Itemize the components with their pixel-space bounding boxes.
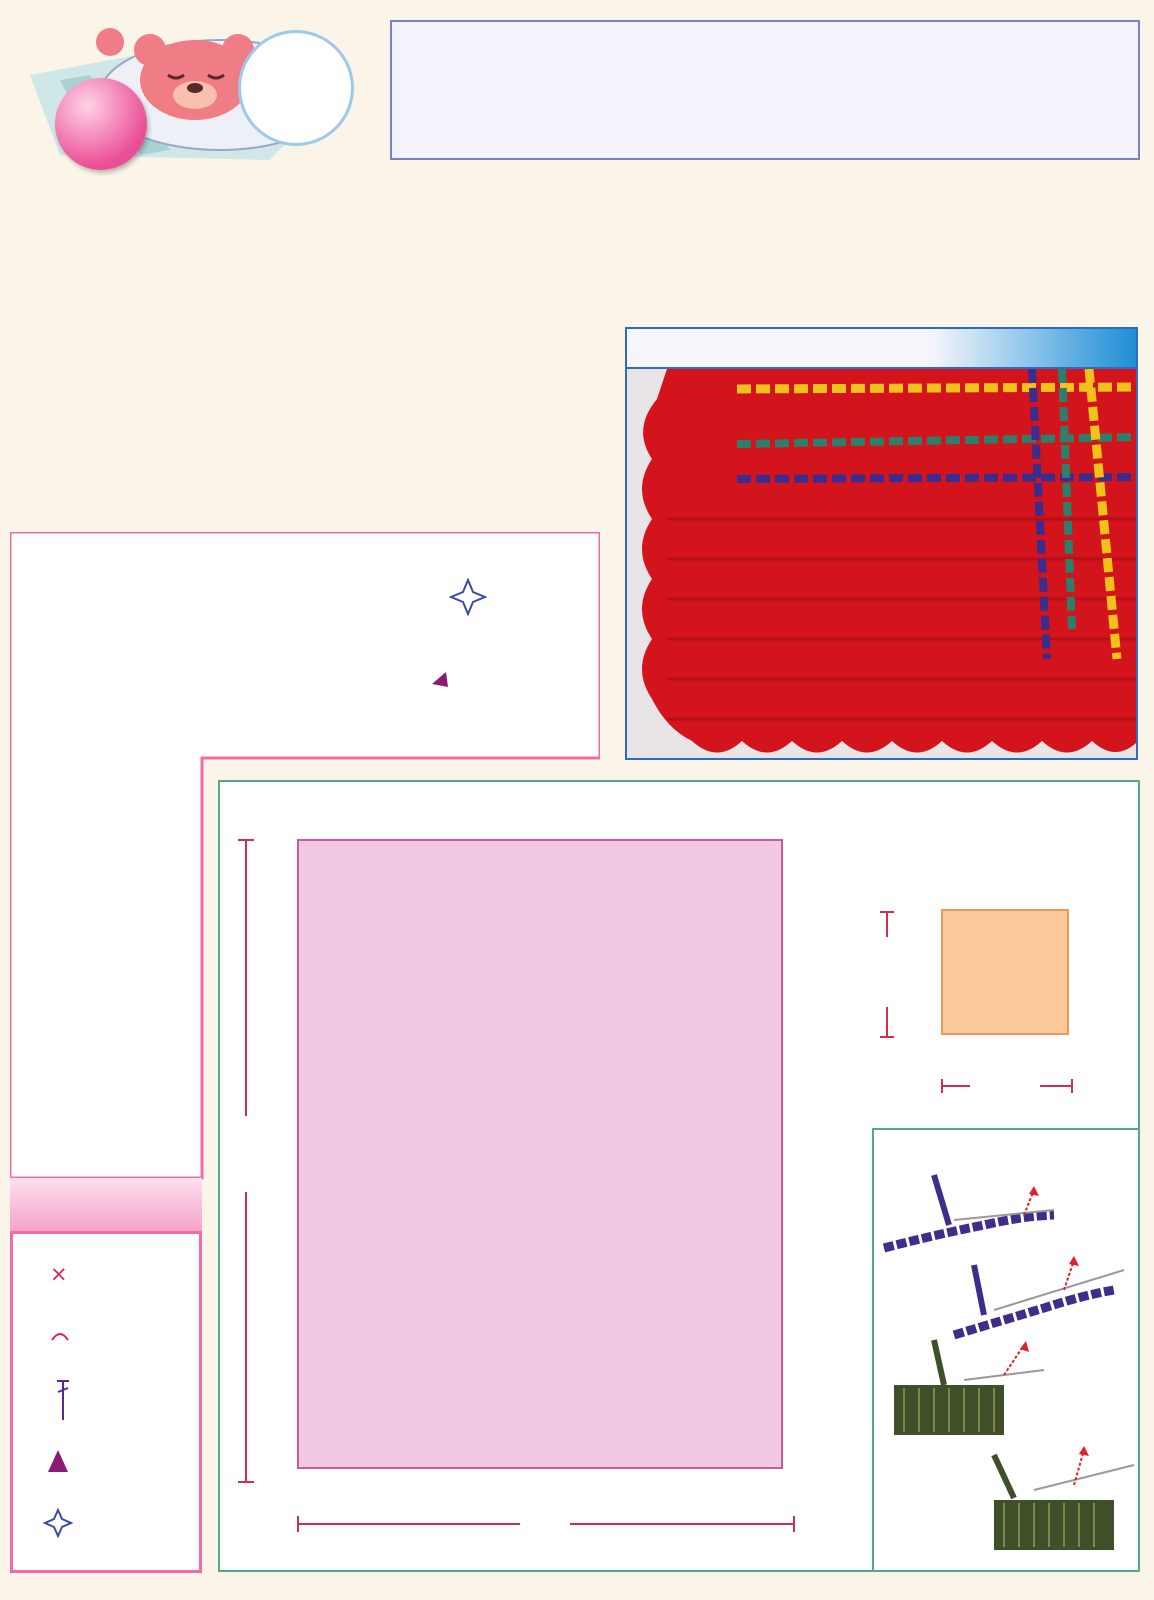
category-badge bbox=[238, 30, 354, 146]
punto-pasado-illustrations bbox=[874, 1130, 1138, 1570]
stitch-detail-photo-box bbox=[625, 327, 1138, 760]
punto-pasado-box bbox=[872, 1128, 1140, 1572]
step-2b-illustration bbox=[994, 1446, 1134, 1550]
materials-column bbox=[10, 178, 375, 230]
references-list bbox=[10, 1178, 202, 1573]
step-2a-illustration bbox=[954, 1256, 1124, 1335]
page-number-badge bbox=[55, 78, 147, 170]
ref-icon-x: × bbox=[50, 1262, 68, 1286]
pillow-shape bbox=[942, 910, 1068, 1034]
ref-icon-start bbox=[46, 1448, 70, 1474]
photo-title-bar bbox=[627, 329, 1136, 369]
ref-icon-arc bbox=[50, 1328, 70, 1342]
ref-icon-final bbox=[43, 1508, 73, 1538]
crochet-swatch-image bbox=[627, 369, 1138, 760]
step-1a-illustration bbox=[884, 1175, 1054, 1248]
blanket-shape bbox=[298, 840, 782, 1468]
ref-icon-vareta bbox=[55, 1378, 71, 1422]
step-1b-illustration bbox=[894, 1340, 1044, 1435]
title-box bbox=[390, 20, 1140, 160]
